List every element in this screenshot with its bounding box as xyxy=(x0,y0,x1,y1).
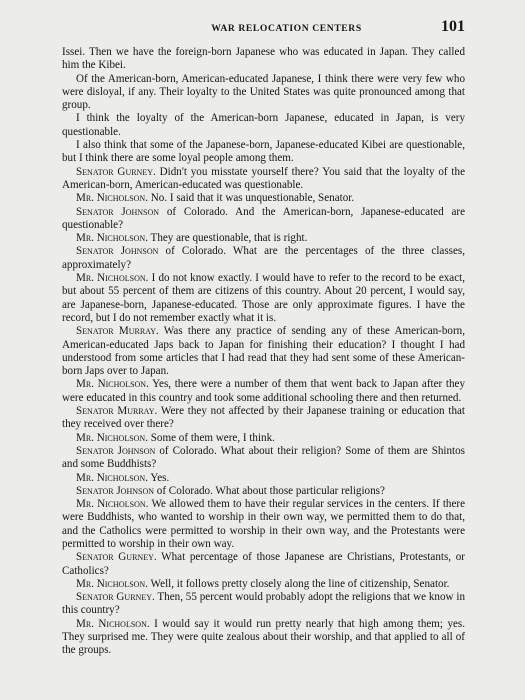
speaker-name: Senator Johnson xyxy=(76,484,155,497)
speaker-name: Senator Murray. xyxy=(76,325,159,338)
paragraph-text: of Colorado. What about those particular religions? xyxy=(154,484,385,497)
running-head: WAR RELOCATION CENTERS xyxy=(211,23,362,34)
paragraph-text: Yes, there were a number of them that went back to Japan after they were educated in this country and took some additional schooling there and then returned. xyxy=(62,378,465,404)
paragraph xyxy=(62,498,465,551)
paragraph xyxy=(62,472,465,485)
paragraph-text: Issei. Then we have the foreign-born Japanese who was educated in Japan. They called him the Kibei. xyxy=(62,46,465,72)
speaker-name: Mr. Nicholson. xyxy=(76,378,149,391)
paragraph xyxy=(62,485,465,498)
paragraph-text: of Colorado. And the American-born, Japanese-educated are questionable? xyxy=(62,205,465,231)
paragraph xyxy=(62,206,465,233)
speaker-name: Senator Gurney. xyxy=(76,165,156,178)
page-body xyxy=(62,46,465,658)
paragraph-text: I think the loyalty of the American-born Japanese, educated in Japan, is very questionable. xyxy=(62,112,465,138)
speaker-name: Mr. Nicholson. xyxy=(76,577,148,590)
paragraph xyxy=(62,445,465,472)
paragraph xyxy=(62,112,465,139)
paragraph xyxy=(62,192,465,205)
paragraph-text: They are questionable, that is right. xyxy=(147,232,308,245)
paragraph-text: Well, it follows pretty closely along the line of citizenship, Senator. xyxy=(147,577,450,590)
paragraph-text: No. I said that it was unquestionable, Senator. xyxy=(147,192,355,205)
paragraph xyxy=(62,378,465,405)
paragraph-text: Was there any practice of sending any of these American-born, American-educated Japs back to Japan for finishing their education? I thought I had understood from some articles that I had read that they had sent some of these American-born Japs over to Japan. xyxy=(62,325,465,378)
speaker-name: Senator Murray. xyxy=(76,405,158,418)
page-number: 101 xyxy=(441,18,465,35)
speaker-name: Mr. Nicholson. xyxy=(76,471,148,484)
paragraph-text: We allowed them to have their regular services in the centers. If there were Buddhists, who wanted to worship in their own way, we permitted them to do that, and the Catholics were permitted to worship in their own way, and the Protestants were permitted to worship in their own way. xyxy=(62,498,465,550)
speaker-name: Mr. Nicholson. xyxy=(76,617,150,630)
paragraph xyxy=(62,432,465,445)
speaker-name: Mr. Nicholson. xyxy=(76,232,148,245)
paragraph-text: Of the American-born, American-educated Japanese, I think there were very few who were disloyal, if any. Their loyalty to the United States was quite pronounced among that group. xyxy=(62,72,465,112)
speaker-name: Senator Johnson xyxy=(76,245,159,258)
paragraph xyxy=(62,139,465,166)
paragraph-text: Didn't you misstate yourself there? You said that the loyalty of the American-born, American-educated was questionable. xyxy=(62,165,465,191)
paragraph xyxy=(62,618,465,658)
paragraph xyxy=(62,405,465,432)
speaker-name: Senator Johnson xyxy=(76,205,160,218)
paragraph xyxy=(62,272,465,325)
speaker-name: Mr. Nicholson. xyxy=(76,272,149,285)
speaker-name: Senator Gurney. xyxy=(76,591,155,604)
speaker-name: Mr. Nicholson. xyxy=(76,498,149,511)
page-header xyxy=(62,18,465,40)
paragraph xyxy=(62,551,465,578)
paragraph-text: Were they not affected by their Japanese training or education that they received over there? xyxy=(62,405,465,431)
paragraph-text: I do not know exactly. I would have to refer to the record to be exact, but about 55 percent of them are citizens of this country. About 20 percent, I would say, are Japanese-born, Japanese-educated. Those are only approximate figures. I have the record, but I do not remember exactly what it is. xyxy=(62,272,465,324)
paragraph-text: What percentage of those Japanese are Christians, Protestants, or Catholics? xyxy=(62,551,465,577)
paragraph-text: I also think that some of the Japanese-born, Japanese-educated Kibei are questionable, but I think there are some loyal people among them. xyxy=(62,139,465,165)
paragraph xyxy=(62,166,465,193)
speaker-name: Mr. Nicholson. xyxy=(76,431,148,444)
paragraph xyxy=(62,245,465,272)
paragraph xyxy=(62,325,465,378)
paragraph-text: Some of them were, I think. xyxy=(147,431,275,444)
paragraph-text: Yes. xyxy=(147,471,170,484)
speaker-name: Mr. Nicholson. xyxy=(76,192,148,205)
paragraph-text: of Colorado. What about their religion? Some of them are Shintos and some Buddhists? xyxy=(62,444,465,471)
paragraph xyxy=(62,578,465,591)
paragraph xyxy=(62,73,465,113)
paragraph-text: of Colorado. What are the percentages of the three classes, approximately? xyxy=(62,245,465,271)
paragraph xyxy=(62,46,465,73)
paragraph-text: Then, 55 percent would probably adopt the religions that we know in this country? xyxy=(62,591,465,617)
paragraph-text: I would say it would run pretty nearly that high among them; yes. They surprised me. They were quite zealous about their worship, and that applied to all of the groups. xyxy=(62,617,466,657)
paragraph xyxy=(62,232,465,245)
paragraph xyxy=(62,591,465,618)
speaker-name: Senator Johnson xyxy=(76,444,156,457)
speaker-name: Senator Gurney. xyxy=(76,551,157,564)
